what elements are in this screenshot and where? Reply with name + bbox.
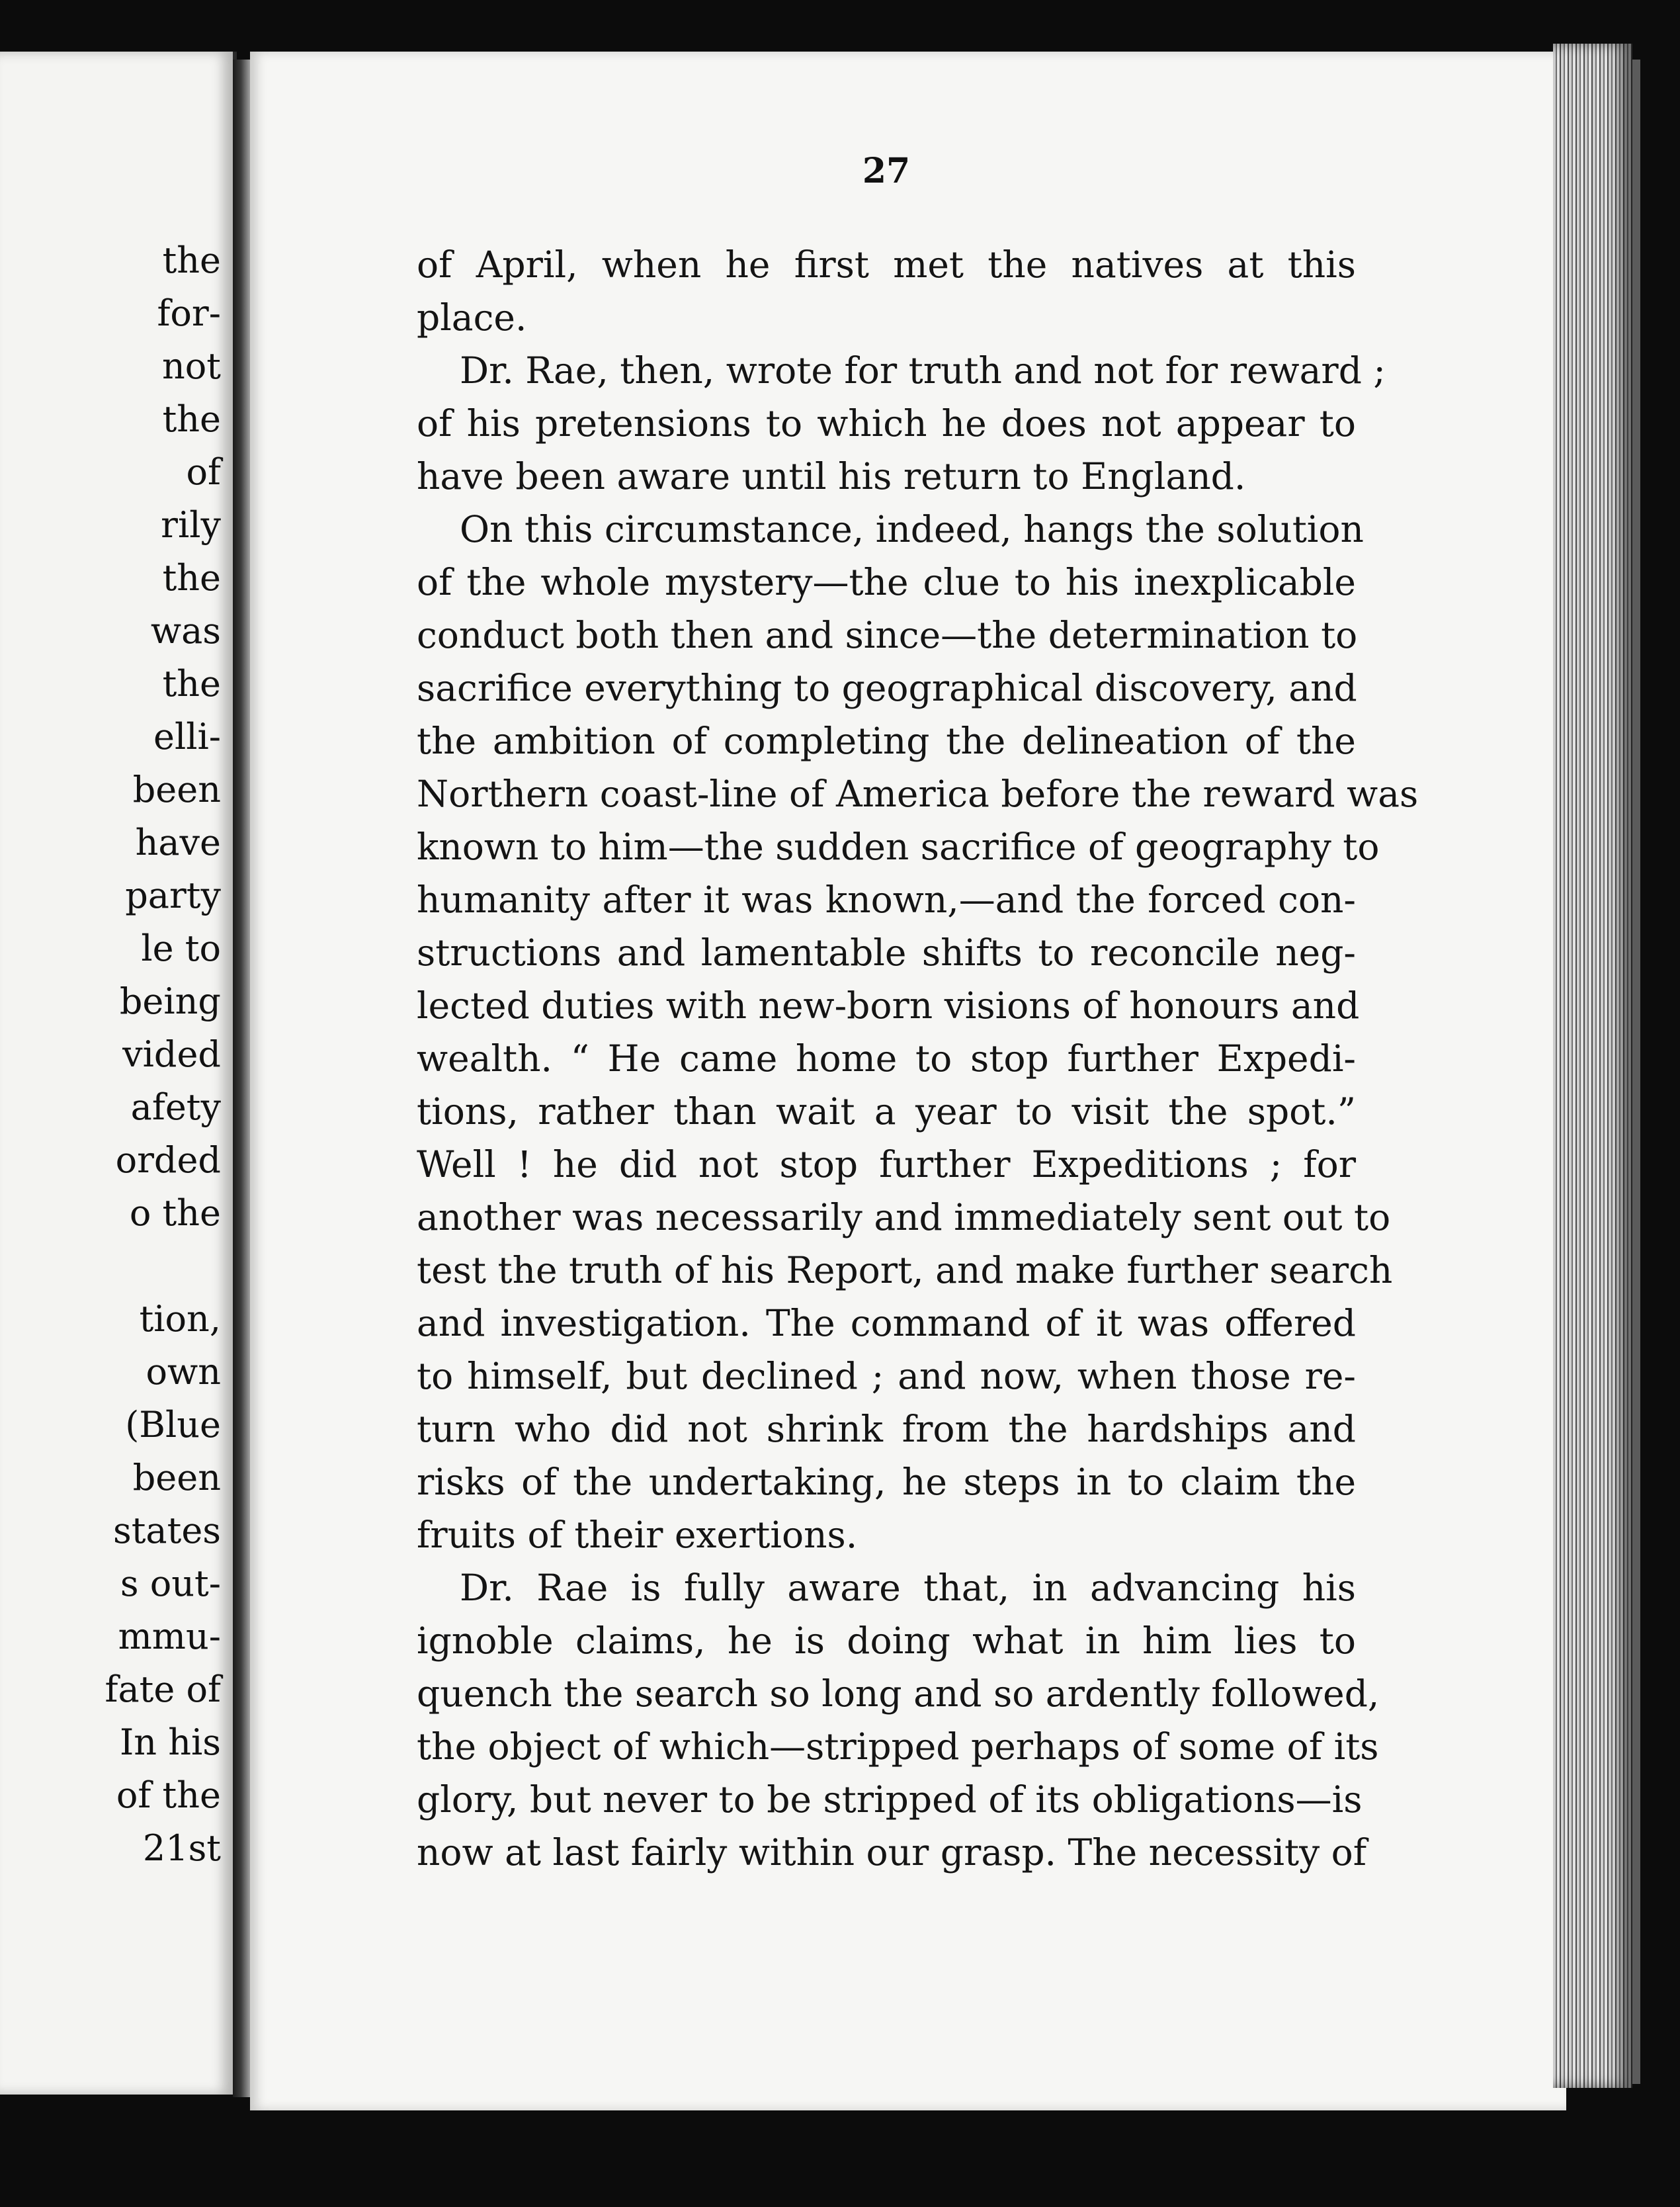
left-page: [0, 52, 237, 2095]
left-page-line: have: [135, 822, 221, 863]
left-page-line: not: [162, 345, 221, 387]
left-page-line: In his: [119, 1721, 221, 1763]
left-page-line: elli-: [153, 716, 221, 757]
text-line: lected duties with new-born visions of honours and: [417, 984, 1360, 1027]
text-line: place.: [417, 296, 527, 339]
left-page-line: (Blue: [125, 1404, 221, 1446]
text-line: the object of which—stripped perhaps of some of its: [417, 1725, 1379, 1768]
text-line: the ambition of completing the delineation of the: [417, 720, 1356, 762]
left-page-line: orded: [115, 1139, 221, 1181]
left-page-line: being: [119, 980, 221, 1022]
text-line: of April, when he first met the natives at this: [417, 243, 1356, 286]
left-page-line: party: [125, 875, 221, 916]
left-page-line: been: [132, 769, 221, 810]
text-line: glory, but never to be stripped of its obligations—is: [417, 1778, 1363, 1821]
left-page-line: been: [132, 1457, 221, 1498]
book-cover-edge: [1632, 60, 1640, 2084]
left-page-line: the: [162, 663, 221, 705]
left-page-line: states: [113, 1510, 221, 1551]
left-page-line: mmu-: [118, 1616, 221, 1657]
left-page-line: rily: [161, 504, 221, 546]
left-page-line: vided: [122, 1033, 221, 1075]
text-line: Northern coast-line of America before the reward was: [417, 773, 1419, 815]
page-number: 27: [862, 151, 911, 191]
text-line: On this circumstance, indeed, hangs the solution: [460, 508, 1364, 550]
text-line: risks of the undertaking, he steps in to claim the: [417, 1461, 1356, 1503]
text-line: conduct both then and since—the determination to: [417, 614, 1358, 656]
left-page-line: the: [162, 398, 221, 440]
left-page-line: o the: [129, 1192, 221, 1234]
text-line: ignoble claims, he is doing what in him lies to: [417, 1620, 1356, 1662]
left-page-line: of the: [116, 1774, 221, 1816]
text-line: known to him—the sudden sacrifice of geography to: [417, 826, 1380, 868]
left-page-line: tion,: [139, 1298, 221, 1340]
text-line: wealth. “ He came home to stop further Expedi-: [417, 1037, 1356, 1080]
text-line: another was necessarily and immediately sent out to: [417, 1196, 1391, 1238]
text-line: have been aware until his return to England.: [417, 455, 1246, 498]
text-line: test the truth of his Report, and make further search: [417, 1249, 1393, 1291]
page-edges: [1553, 44, 1632, 2088]
text-line: humanity after it was known,—and the forced con-: [417, 879, 1356, 921]
text-line: to himself, but declined ; and now, when those re-: [417, 1355, 1356, 1397]
left-page-line: le to: [141, 928, 221, 969]
left-page-line: s out-: [120, 1563, 221, 1604]
text-line: Dr. Rae, then, wrote for truth and not for reward ;: [460, 349, 1386, 392]
left-page-line: was: [150, 610, 221, 652]
text-line: Dr. Rae is fully aware that, in advancing his: [460, 1567, 1356, 1609]
left-page-line: for-: [157, 292, 221, 334]
left-page-line: of: [186, 451, 221, 493]
text-line: Well ! he did not stop further Expeditions ; for: [417, 1143, 1356, 1186]
text-line: fruits of their exertions.: [417, 1514, 858, 1556]
text-line: tions, rather than wait a year to visit the spot.”: [417, 1090, 1356, 1133]
text-line: structions and lamentable shifts to reconcile neg-: [417, 931, 1356, 974]
text-line: quench the search so long and so ardently followed,: [417, 1672, 1380, 1715]
left-page-line: afety: [130, 1086, 221, 1128]
left-page-line: the: [162, 557, 221, 599]
text-line: turn who did not shrink from the hardships and: [417, 1408, 1356, 1450]
text-line: of the whole mystery—the clue to his inexplicable: [417, 561, 1356, 603]
left-page-line: 21st: [142, 1827, 221, 1869]
text-line: of his pretensions to which he does not appear to: [417, 402, 1356, 445]
left-page-line: the: [162, 239, 221, 281]
text-line: and investigation. The command of it was offered: [417, 1302, 1356, 1344]
text-line: sacrifice everything to geographical discovery, and: [417, 667, 1357, 709]
left-page-line: fate of: [105, 1668, 221, 1710]
text-line: now at last fairly within our grasp. The necessity of: [417, 1831, 1367, 1874]
left-page-line: own: [146, 1351, 221, 1393]
